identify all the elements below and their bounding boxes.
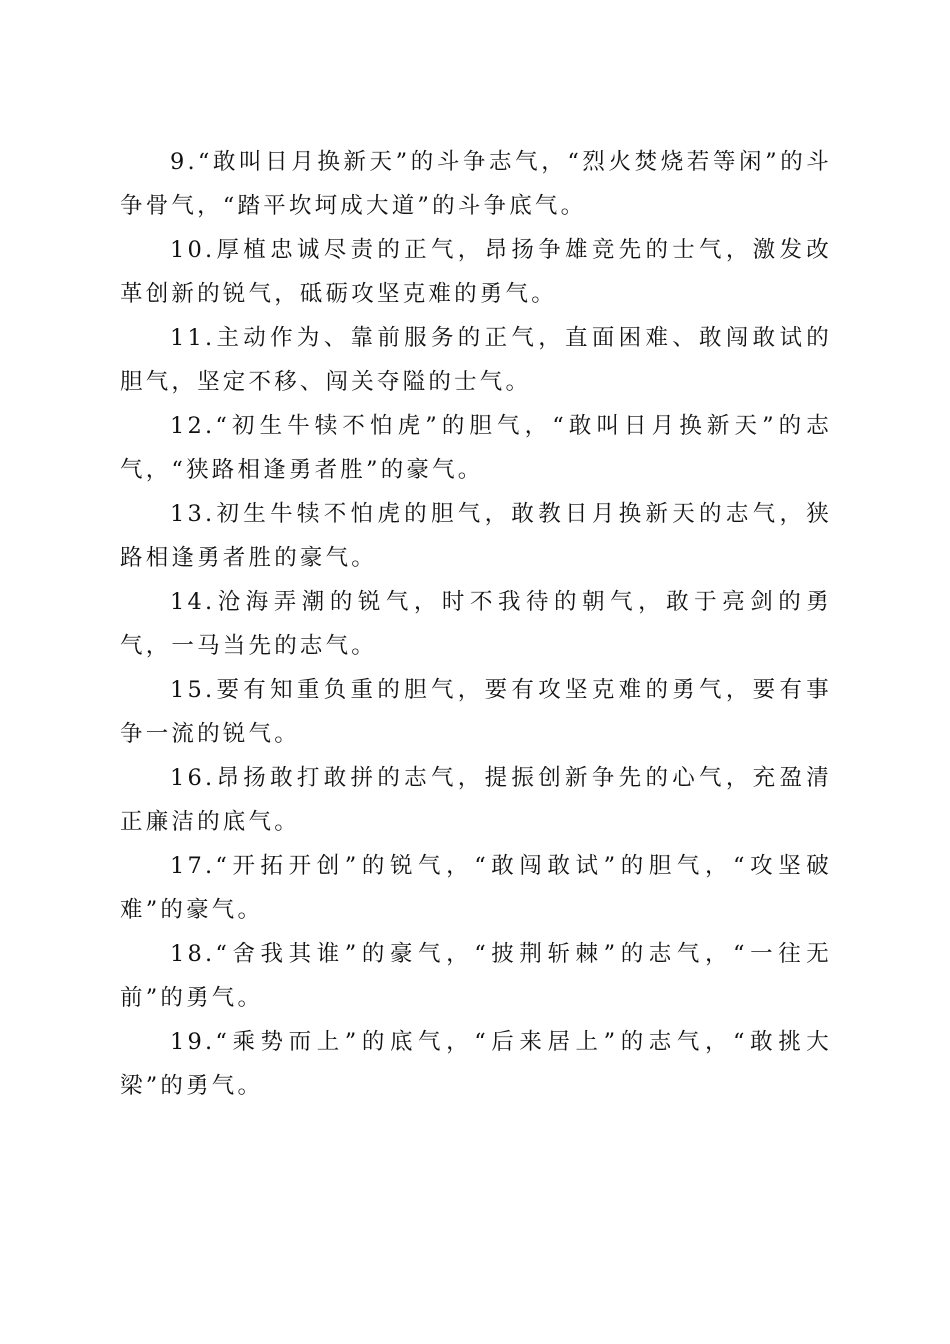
paragraph-item-10: 10.厚植忠诚尽责的正气，昂扬争雄竞先的士气，激发改革创新的锐气，砥砺攻坚克难的勇气。 <box>120 237 832 307</box>
paragraph-item-19: 19.“乘势而上”的底气，“后来居上”的志气，“敢挑大梁”的勇气。 <box>120 1029 832 1099</box>
paragraph-item-16: 16.昂扬敢打敢拼的志气，提振创新争先的心气，充盈清正廉洁的底气。 <box>120 765 832 835</box>
paragraph-item-12: 12.“初生牛犊不怕虎”的胆气，“敢叫日月换新天”的志气，“狭路相逢勇者胜”的豪气。 <box>120 413 832 483</box>
document-body <box>120 140 832 1108</box>
paragraph-item-13: 13.初生牛犊不怕虎的胆气，敢教日月换新天的志气，狭路相逢勇者胜的豪气。 <box>120 501 832 571</box>
paragraph-item-14: 14.沧海弄潮的锐气，时不我待的朝气，敢于亮剑的勇气，一马当先的志气。 <box>120 589 832 659</box>
paragraph-item-9: 9.“敢叫日月换新天”的斗争志气，“烈火焚烧若等闲”的斗争骨气，“踏平坎坷成大道”的斗争底气。 <box>120 149 832 219</box>
paragraph-item-11: 11.主动作为、靠前服务的正气，直面困难、敢闯敢试的胆气，坚定不移、闯关夺隘的士气。 <box>120 325 832 395</box>
paragraph-item-18: 18.“舍我其谁”的豪气，“披荆斩棘”的志气，“一往无前”的勇气。 <box>120 941 832 1011</box>
paragraph-item-15: 15.要有知重负重的胆气，要有攻坚克难的勇气，要有事争一流的锐气。 <box>120 677 832 747</box>
paragraph-item-17: 17.“开拓开创”的锐气，“敢闯敢试”的胆气，“攻坚破难”的豪气。 <box>120 853 832 923</box>
